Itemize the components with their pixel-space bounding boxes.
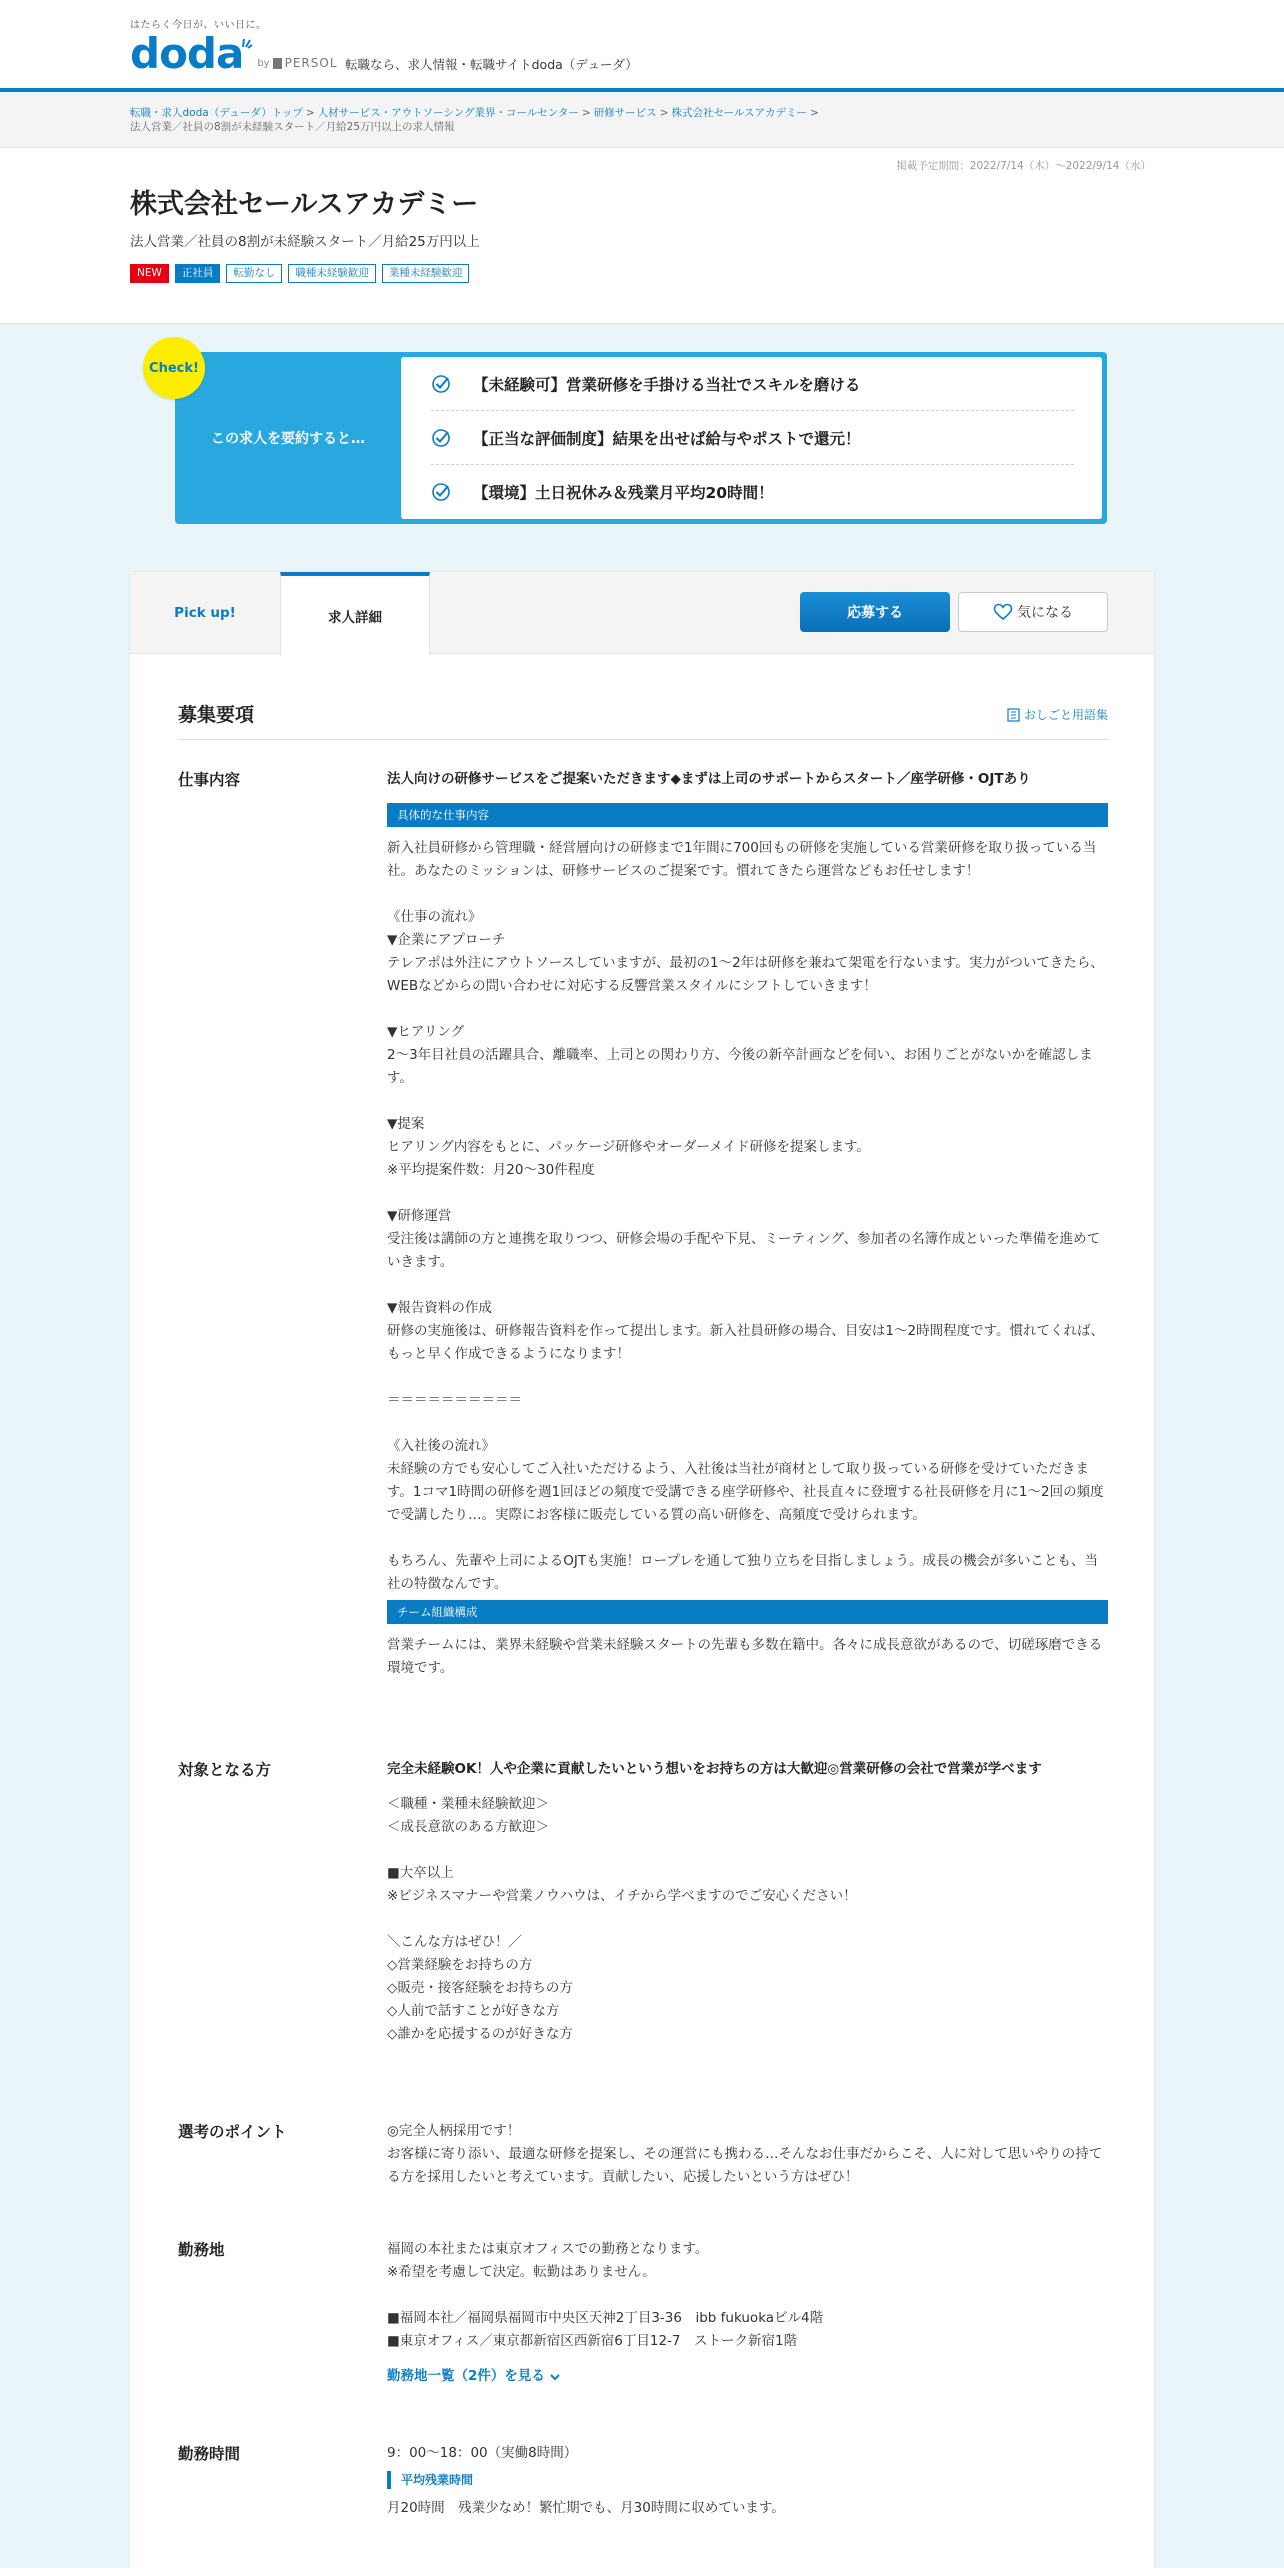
- breadcrumb-top[interactable]: 転職・求人doda（デューダ）トップ: [130, 107, 303, 119]
- row-body: [387, 2238, 1108, 2388]
- row-label: 選考のポイント: [178, 2123, 287, 2141]
- logo-by: by: [257, 58, 270, 69]
- check-circle-icon: [431, 428, 451, 448]
- hours-text: 9：00～18：00（実働8時間）: [387, 2445, 578, 2461]
- work-detail-text: 新入社員研修から管理職・経営層向けの研修まで1年間に700回もの研修を実施している営業研修を取り扱っている当社。あなたのミッションは、研修サービスのご提案です。慣れてきたら運営などもお任せします！ 《仕事の流れ》 ▼企業にアプローチ テレアポは外注にアウトソースしていますが、最初の1～2年は研修を兼ねて架電を行ないます。実力がついてきたら、WEBなどからの問い合わせに対応する反響営業スタイルにシフトしていきます！ ▼ヒアリング 2～3年目社員の活躍具合、離職率、上司との関わり方、今後の新卒計画などを伺い、お困りごとがないかを確認します。 ▼提案 ヒアリング内容をもとに、パッケージ研修やオーダーメイド研修を提案します。 ※平均提案件数：月20～30件程度 ▼研修運営 受注後は講師の方と連携を取りつつ、研修会場の手配や下見、ミーティング、参加者の名簿作成といった準備を進めていきます。 ▼報告資料の作成 研修の実施後は、研修報告資料を作って提出します。新入社員研修の場合、目安は1～2時間程度です。慣れてくれば、もっと早く作成できるようになります！ ＝＝＝＝＝＝＝＝＝＝ 《入社後の流れ》 未経験の方でも安心してご入社いただけるよう、入社後は当社が商材として取り扱っている研修を受けていただきます。1コマ1時間の研修を週1回ほどの頻度で受講できる座学研修や、社長直々に登壇する社長研修を月に1～2回の頻度で受講したり…。実際にお客様に販売している質の高い研修を、高頻度で受けられます。 もちろん、先輩や上司によるOJTも実施！ロープレを通して独り立ちを目指しましょう。成長の機会が多いことも、当社の特徴なんです。: [387, 840, 1105, 1592]
- check-circle-icon: [431, 374, 451, 394]
- persol-logo: [273, 56, 338, 70]
- summary-label: この求人を要約すると…: [211, 431, 365, 447]
- tab-pickup[interactable]: Pick up!: [174, 605, 236, 621]
- logo-spark-icon: [241, 35, 253, 49]
- book-icon: [1007, 708, 1020, 722]
- selection-text: ◎完全人柄採用です！ お客様に寄り添い、最適な研修を提案し、その運営にも携わる…そんなお仕事だからこそ、人に対して思いやりの持てる方を採用したいと考えています。貢献したい、応援したいという方はぜひ！: [387, 2123, 1103, 2185]
- logo-text: doda: [130, 29, 244, 78]
- breadcrumb-company[interactable]: 株式会社セールスアカデミー: [671, 107, 807, 119]
- apply-button[interactable]: 応募する: [800, 592, 950, 632]
- row-label: 勤務時間: [178, 2445, 241, 2463]
- target-text: ＜職種・業種未経験歓迎＞ ＜成長意欲のある方歓迎＞ ■大卒以上 ※ビジネスマナーや営業ノウハウは、イチから学べますのでご安心ください！ ＼こんな方はぜひ！／ ◇営業経験をお持ちの方 ◇販売・接客経験をお持ちの方 ◇人前で話すことが好きな方 ◇誰かを応援するのが好きな方: [387, 1796, 857, 2042]
- team-text: 営業チームには、業界未経験や営業未経験スタートの先輩も多数在籍中。各々に成長意欲があるので、切磋琢磨できる環境です。: [387, 1637, 1103, 1676]
- heart-icon: [993, 603, 1013, 621]
- summary-item: [431, 357, 1074, 411]
- location-text: 福岡の本社または東京オフィスでの勤務となります。 ※希望を考慮して決定。転勤はありません。 ■福岡本社／福岡県福岡市中央区天神2丁目3-36 ibb fukuokaビル4階 ■東京オフィス／東京都新宿区西新宿6丁目12-7 ストーク新宿1階: [387, 2241, 824, 2349]
- summary-list: [401, 357, 1102, 519]
- tag-new: NEW: [130, 264, 169, 283]
- row-label: 対象となる方: [178, 1761, 272, 1779]
- glossary-link[interactable]: [1007, 706, 1108, 723]
- header-description: 転職なら、求人情報・転職サイトdoda（デューダ）: [345, 57, 638, 72]
- overtime-heading: 平均残業時間: [387, 2471, 1108, 2489]
- work-lead: 法人向けの研修サービスをご提案いただきます◆まずは上司のサポートからスタート／座学研修・OJTあり: [387, 771, 1031, 787]
- persol-mark-icon: [273, 58, 282, 69]
- company-name: 株式会社セールスアカデミー: [130, 189, 479, 220]
- job-subtitle: 法人営業／社員の8割が未経験スタート／月給25万円以上: [130, 234, 480, 250]
- breadcrumb-separator: >: [659, 107, 669, 119]
- team-heading: チーム組織構成: [387, 1600, 1108, 1624]
- persol-text: PERSOL: [284, 56, 338, 70]
- work-detail-heading: 具体的な仕事内容: [387, 803, 1108, 827]
- location-more-label: 勤務地一覧（2件）を見る: [387, 2368, 545, 2384]
- job-tags: [130, 264, 469, 283]
- row-label: 勤務地: [178, 2241, 225, 2259]
- section-header: [178, 700, 1108, 740]
- job-detail-card: [130, 572, 1154, 2568]
- summary-item: [431, 465, 1074, 519]
- tab-detail[interactable]: 求人詳細: [280, 572, 430, 655]
- breadcrumb-separator: >: [809, 107, 819, 119]
- location-more-link[interactable]: [387, 2365, 1108, 2388]
- job-title-area: [0, 148, 1284, 324]
- breadcrumb-separator: >: [305, 107, 315, 119]
- section-title: 募集要項: [178, 704, 255, 726]
- check-badge: Check!: [143, 337, 205, 399]
- tag-job-inexperienced: 職種未経験歓迎: [288, 264, 376, 283]
- favorite-button[interactable]: [958, 592, 1108, 632]
- site-header: [0, 0, 1284, 92]
- summary-item: [431, 411, 1074, 465]
- logo-tagline: はたらく今日が、いい日に。: [130, 20, 267, 31]
- breadcrumb-current: 法人営業／社員の8割が未経験スタート／月給25万円以上の求人情報: [130, 121, 455, 133]
- breadcrumb-separator: >: [581, 107, 591, 119]
- check-circle-icon: [431, 482, 451, 502]
- row-body: [387, 2120, 1108, 2189]
- tag-industry-inexperienced: 業種未経験歓迎: [382, 264, 470, 283]
- row-label: 仕事内容: [178, 771, 241, 789]
- row-body: [387, 2442, 1108, 2520]
- summary-item-text: 【正当な評価制度】結果を出せば給与やポストで還元！: [473, 429, 861, 448]
- breadcrumb: [0, 96, 1284, 148]
- tag-employment-type: 正社員: [175, 264, 221, 283]
- breadcrumb-industry[interactable]: 人材サービス・アウトソーシング業界・コールセンター: [317, 107, 579, 119]
- job-summary: [175, 352, 1107, 524]
- favorite-label: 気になる: [1017, 605, 1073, 621]
- glossary-label: おしごと用語集: [1023, 708, 1108, 722]
- summary-item-text: 【未経験可】営業研修を手掛ける当社でスキルを磨ける: [473, 375, 861, 394]
- site-logo[interactable]: [130, 16, 338, 78]
- summary-item-text: 【環境】土日祝休み＆残業月平均20時間！: [473, 484, 774, 502]
- row-body: [387, 1758, 1108, 2046]
- tag-no-transfer: 転勤なし: [226, 264, 282, 283]
- posting-period: 掲載予定期間：2022/7/14（木）～2022/9/14（水）: [896, 160, 1151, 172]
- tab-bar: [130, 572, 1154, 654]
- row-body: [387, 768, 1108, 1680]
- overtime-text: 月20時間 残業少なめ！繁忙期でも、月30時間に収めています。: [387, 2500, 785, 2516]
- breadcrumb-category[interactable]: 研修サービス: [593, 107, 657, 119]
- target-lead: 完全未経験OK！人や企業に貢献したいという想いをお持ちの方は大歓迎◎営業研修の会社で営業が学べます: [387, 1761, 1042, 1777]
- chevron-down-icon: [549, 2372, 561, 2382]
